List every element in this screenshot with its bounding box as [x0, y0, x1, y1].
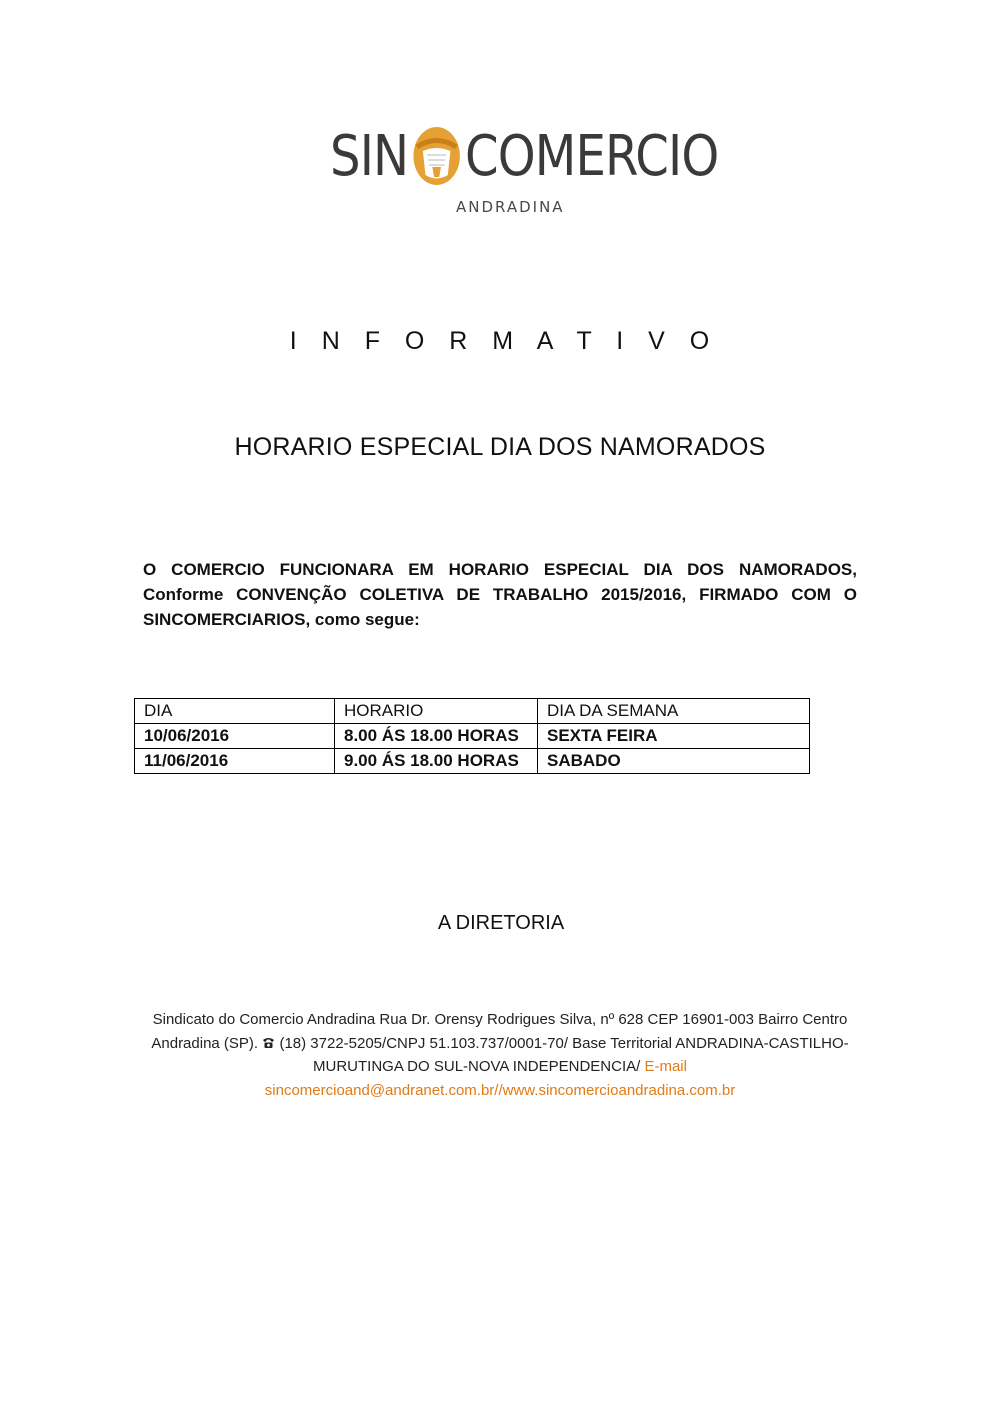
sincomercio-logo: [330, 112, 719, 217]
table-header-cell: DIA: [135, 699, 335, 724]
logo-text-right: COMERCIO: [464, 123, 719, 189]
table-cell: 9.00 ÁS 18.00 HORAS: [335, 749, 538, 774]
table-row: [135, 749, 810, 774]
table-cell: 11/06/2016: [135, 749, 335, 774]
footer-line: MURUTINGA DO SUL-NOVA INDEPENDENCIA/: [313, 1058, 645, 1075]
logo-subtitle: ANDRADINA: [456, 198, 565, 216]
logo-emblem-icon: [412, 125, 462, 187]
table-row: [135, 724, 810, 749]
table-header-row: [135, 699, 810, 724]
footer-line: Andradina (SP).: [151, 1034, 259, 1052]
footer-line: (18) 3722-5205/CNPJ 51.103.737/0001-70/ Base Territorial ANDRADINA-CASTILHO-: [275, 1034, 849, 1052]
telephone-icon: [262, 1036, 275, 1049]
table-cell: SEXTA FEIRA: [538, 724, 810, 749]
table-cell: 8.00 ÁS 18.00 HORAS: [335, 724, 538, 749]
table-cell: 10/06/2016: [135, 724, 335, 749]
footer-contact-link[interactable]: sincomercioand@andranet.com.br//www.sincomercioandradina.com.br: [264, 1081, 736, 1099]
logo-text-left: SIN: [330, 123, 409, 189]
signature: A DIRETORIA: [437, 912, 565, 934]
footer-address: [140, 1008, 860, 1102]
table-header-cell: DIA DA SEMANA: [538, 699, 810, 724]
table-header-cell: HORARIO: [335, 699, 538, 724]
page-subheading: HORARIO ESPECIAL DIA DOS NAMORADOS: [234, 433, 766, 461]
page-heading: I N F O R M A T I V O: [289, 327, 719, 355]
intro-paragraph: O COMERCIO FUNCIONARA EM HORARIO ESPECIAL DIA DOS NAMORADOS, Conforme CONVENÇÃO COLETIVA DE TRABALHO 2015/2016, FIRMADO COM O SINCOMERCIARIOS, como segue:: [143, 560, 857, 629]
email-label: E-mail: [644, 1058, 687, 1075]
logo-wordmark: [330, 117, 718, 195]
table-cell: SABADO: [538, 749, 810, 774]
schedule-table: [134, 698, 810, 774]
footer-line: Sindicato do Comercio Andradina Rua Dr. Orensy Rodrigues Silva, nº 628 CEP 16901-003 Bairro Centro: [152, 1011, 848, 1028]
